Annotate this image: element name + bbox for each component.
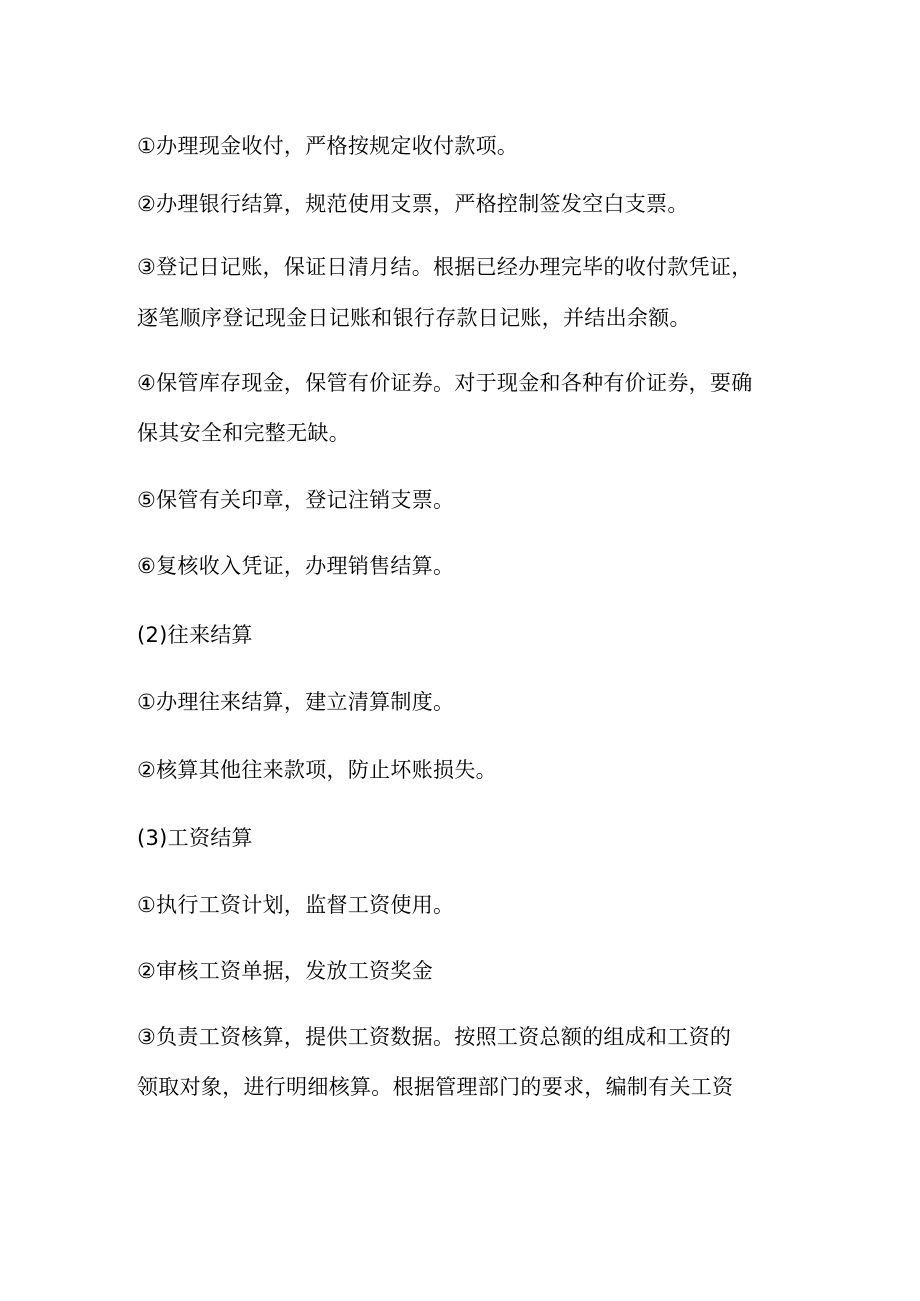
text-line: ④保管库存现金，保管有价证券。对于现金和各种有价证券，要确: [137, 371, 753, 395]
text-line: ①办理现金收付，严格按规定收付款项。: [137, 134, 519, 158]
text-line: 保其安全和完整无缺。: [137, 421, 350, 445]
text-line: ⑤保管有关印章，登记注销支票。: [137, 488, 455, 512]
text-line: ⑥复核收入凭证，办理销售结算。: [137, 554, 455, 578]
text-line: ②审核工资单据，发放工资奖金: [137, 959, 434, 983]
text-line: ③登记日记账，保证日清月结。根据已经办理完毕的收付款凭证，: [137, 255, 753, 279]
section-heading: (2)往来结算: [137, 623, 253, 647]
text-line: 领取对象，进行明细核算。根据管理部门的要求，编制有关工资: [137, 1075, 734, 1099]
text-line: ①办理往来结算，建立清算制度。: [137, 690, 455, 714]
text-line: ②核算其他往来款项，防止坏账损失。: [137, 758, 497, 782]
section-heading: (3)工资结算: [137, 826, 253, 850]
text-line: ①执行工资计划，监督工资使用。: [137, 893, 455, 917]
text-line: ③负责工资核算，提供工资数据。按照工资总额的组成和工资的: [137, 1025, 732, 1049]
text-line: ②办理银行结算，规范使用支票，严格控制签发空白支票。: [137, 192, 689, 216]
text-line: 逐笔顺序登记现金日记账和银行存款日记账，并结出余额。: [137, 306, 691, 330]
